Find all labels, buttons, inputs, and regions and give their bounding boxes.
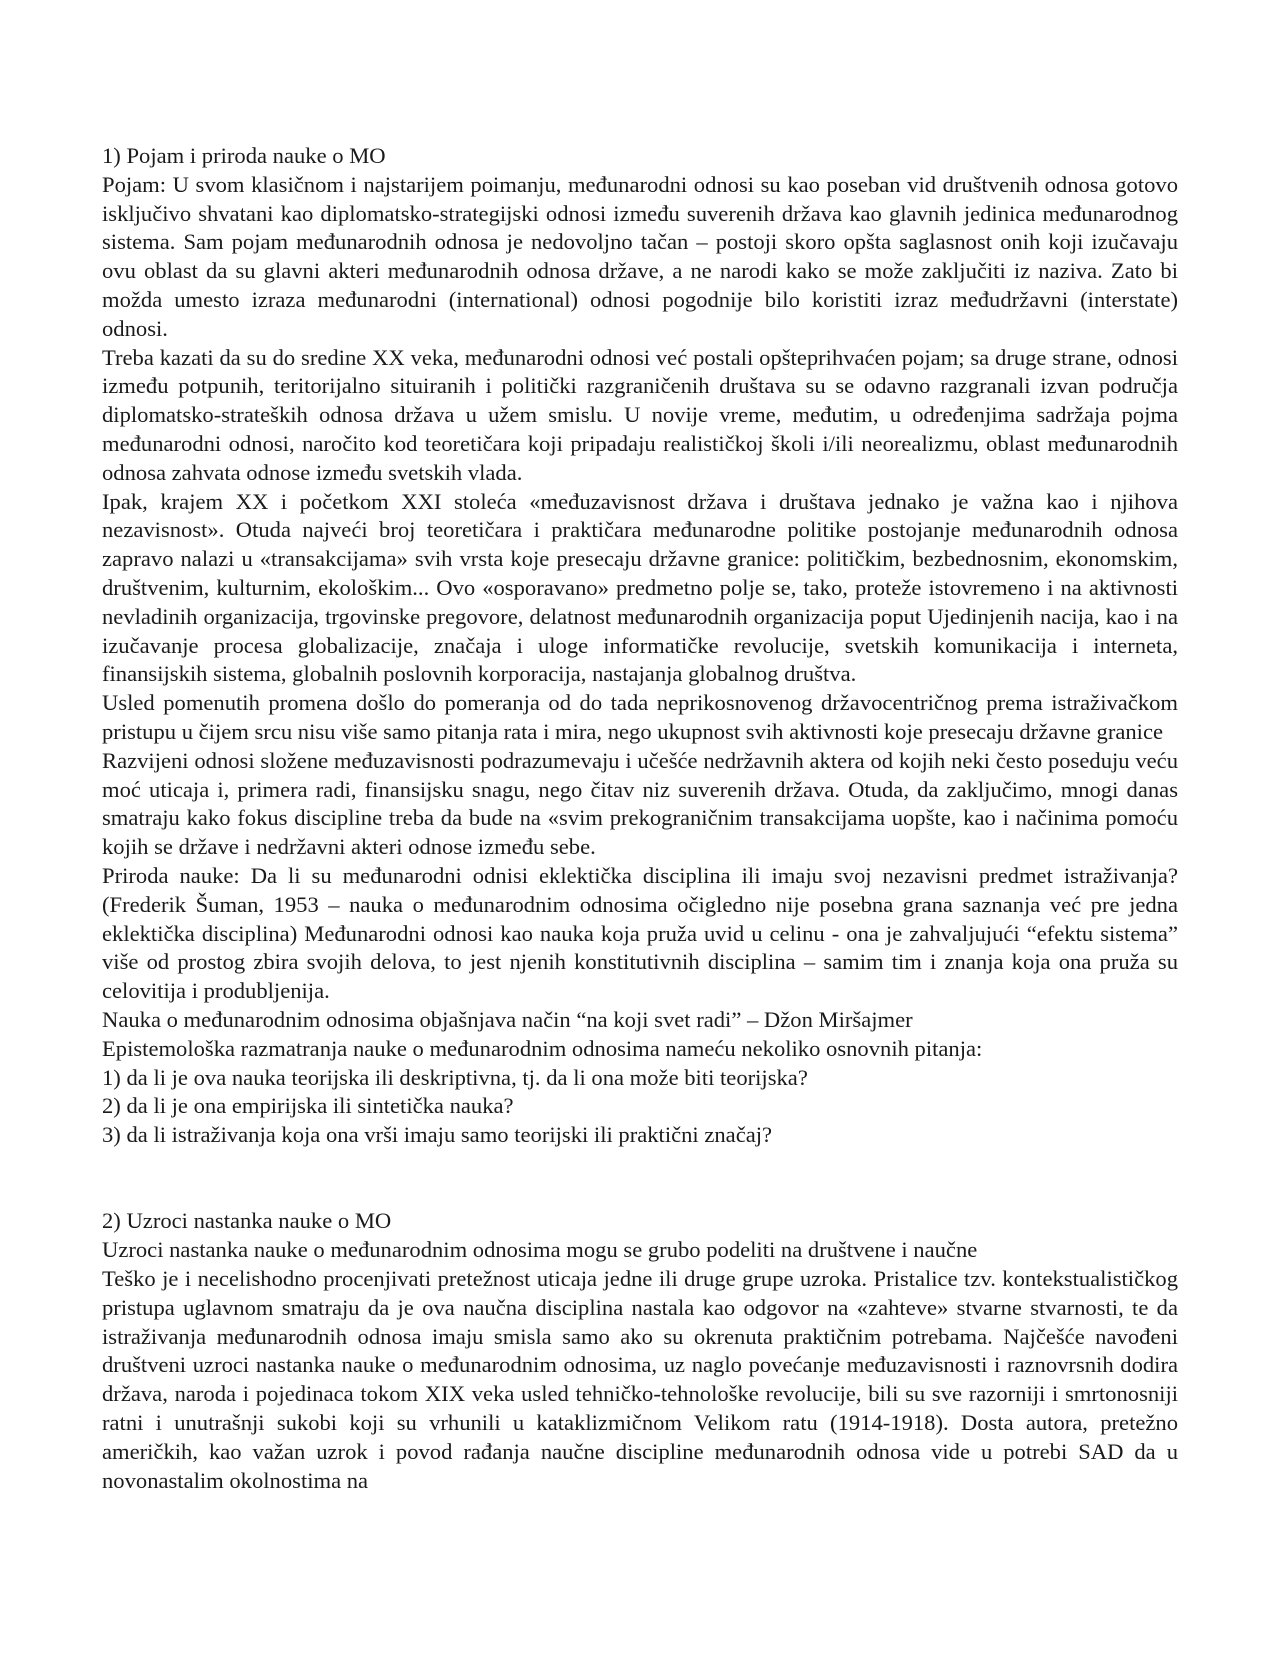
section-spacer	[102, 1150, 1178, 1208]
paragraph-epistemoloska: Epistemološka razmatranja nauke o međunarodnim odnosima nameću nekoliko osnovnih pitanja:	[102, 1035, 983, 1061]
paragraph-priroda-nauke: Priroda nauke: Da li su međunarodni odnisi eklektička disciplina ili imaju svoj nezavisni predmet istraživanja? (Frederik Šuman, 1953 – nauka o međunarodnim odnosima očigledno nije posebna grana saznanja već pre jedna eklektička disciplina) Međunarodni odnosi kao nauka koja pruža uvid u celinu - ona je zahvaljujući “efektu sistema” više od prostog zbira svojih delova, to jest njenih konstitutivnih disciplina – samim tim i znanja koja ona pruža su celovitija i produbljenija.	[102, 862, 1178, 1004]
question-item-2: 2) da li je ona empirijska ili sintetička nauka?	[102, 1093, 514, 1119]
question-item-3: 3) da li istraživanja koja ona vrši imaju samo teorijski ili praktični značaj?	[102, 1122, 773, 1148]
section-2-heading: 2) Uzroci nastanka nauke o MO	[102, 1208, 392, 1234]
section-1-heading: 1) Pojam i priroda nauke o MO	[102, 143, 386, 168]
paragraph-mirsajmer: Nauka o međunarodnim odnosima objašnjava način “na koji svet radi” – Džon Miršajmer	[102, 1006, 913, 1032]
paragraph-tesko: Teško je i necelishodno procenjivati pretežnost uticaja jedne ili druge grupe uzroka. Pristalice tzv. kontekstualističkog pristupa uglavnom smatraju da je ova naučna disciplina nastala kao odgovor na «zahteve» stvarne stvarnosti, te da istraživanja međunarodnih odnosa imaju smisla samo ako su okrenuta praktičnim potrebama. Najčešće navođeni društveni uzroci nastanka nauke o međunarodnim odnosima, uz naglo povećanje međuzavisnosti i raznovrsnih dodira država, naroda i pojedinaca tokom XIX veka usled tehničko-tehnološke revolucije, bili su sve razorniji i smrtonosniji ratni i unutrašnji sukobi koji su vrhunili u kataklizmičnom Velikom ratu (1914-1918). Dosta autora, pretežno američkih, kao važan uzrok i povod rađanja naučne discipline međunarodnih odnosa vide u potrebi SAD da u novonastalim okolnostima na	[102, 1266, 1178, 1493]
paragraph-pojam: Pojam: U svom klasičnom i najstarijem poimanju, međunarodni odnosi su kao poseban vid društvenih odnosa gotovo isključivo shvatani kao diplomatsko-strategijski odnosi između suverenih država kao glavnih jedinica međunarodnog sistema. Sam pojam međunarodnih odnosa je nedovoljno tačan – postoji skoro opšta saglasnost onih koji izučavaju ovu oblast da su glavni akteri međunarodnih odnosa države, a ne narodi kako se može zaključiti iz naziva. Zato bi možda umesto izraza međunarodni (international) odnosi pogodnije bilo koristiti izraz međudržavni (interstate) odnosi.	[102, 171, 1178, 341]
paragraph-ipak: Ipak, krajem XX i početkom XXI stoleća «međuzavisnost država i društava jednako je važna kao i njihova nezavisnost». Otuda najveći broj teoretičara i praktičara međunarodne politike postojanje međunarodnih odnosa zapravo nalazi u «transakcijama» svih vrsta koje presecaju državne granice: političkim, bezbednosnim, ekonomskim, društvenim, kulturnim, ekološkim... Ovo «osporavano» predmetno polje se, tako, proteže istovremeno i na aktivnosti nevladinih organizacija, trgovinske pregovore, delatnost međunarodnih organizacija poput Ujedinjenih nacija, kao i na izučavanje procesa globalizacije, značaja i uloge informatičke revolucije, svetskih komunikacija i interneta, finansijskih sistema, globalnih poslovnih korporacija, nastajanja globalnog društva.	[102, 488, 1178, 687]
paragraph-xx-vek: Treba kazati da su do sredine XX veka, međunarodni odnosi već postali opšteprihvaćen pojam; sa druge strane, odnosi između potpunih, teritorijalno situiranih i politički razgraničenih društava su se odavno razgranali izvan područja diplomatsko-strateških odnosa država u užem smislu. U novije vreme, međutim, u određenjima sadržaja pojma međunarodni odnosi, naročito kod teoretičara koji pripadaju realističkoj školi i/ili neorealizmu, oblast međunarodnih odnosa zahvata odnose između svetskih vlada.	[102, 344, 1178, 485]
document-page	[102, 142, 1178, 1495]
paragraph-usled: Usled pomenutih promena došlo do pomeranja od do tada neprikosnovenog državocentričnog prema istraživačkom pristupu u čijem srcu nisu više samo pitanja rata i mira, nego ukupnost svih aktivnosti koje presecaju državne granice	[102, 690, 1178, 744]
question-item-1: 1) da li je ova nauka teorijska ili deskriptivna, tj. da li ona može biti teorijska?	[102, 1064, 808, 1090]
paragraph-uzroci: Uzroci nastanka nauke o međunarodnim odnosima mogu se grubo podeliti na društvene i naučne	[102, 1237, 978, 1263]
paragraph-razvijeni: Razvijeni odnosi složene međuzavisnosti podrazumevaju i učešće nedržavnih aktera od kojih neki često poseduju veću moć uticaja i, primera radi, finansijsku snagu, nego čitav niz suverenih država. Otuda, da zaključimo, mnogi danas smatraju kako fokus discipline treba da bude na «svim prekograničnim transakcijama uopšte, kao i načinima pomoću kojih se države i nedržavni akteri odnose između sebe.	[102, 747, 1178, 860]
